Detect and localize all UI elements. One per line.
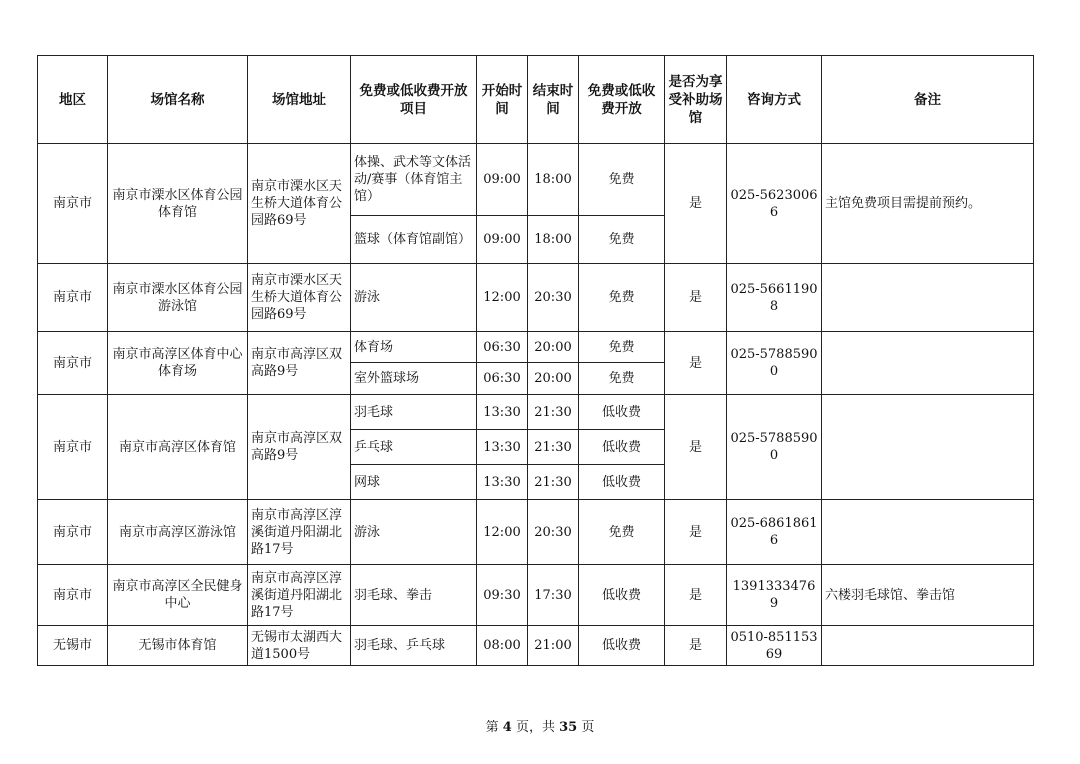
- cell-address: 南京市高淳区双高路9号: [248, 395, 351, 500]
- header-row: [38, 56, 1034, 144]
- page-footer: [0, 716, 1080, 735]
- cell-subsidy: 是: [665, 565, 727, 626]
- cell-item: 体育场: [351, 332, 477, 363]
- cell-start: 13:30: [477, 430, 528, 465]
- venue-table: [37, 55, 1034, 666]
- cell-address: 南京市高淳区淳溪街道丹阳湖北路17号: [248, 500, 351, 565]
- cell-region: 南京市: [38, 565, 108, 626]
- cell-note: [822, 395, 1034, 500]
- footer-suffix: 页: [581, 720, 595, 735]
- cell-contact: 025-68618616: [727, 500, 822, 565]
- table-row: [38, 395, 1034, 430]
- cell-region: 无锡市: [38, 626, 108, 666]
- cell-mode: 低收费: [579, 626, 665, 666]
- cell-mode: 低收费: [579, 465, 665, 500]
- header-region: 地区: [38, 56, 108, 144]
- cell-mode: 免费: [579, 144, 665, 216]
- cell-end: 18:00: [528, 216, 579, 264]
- cell-region: 南京市: [38, 500, 108, 565]
- cell-region: 南京市: [38, 264, 108, 332]
- cell-contact: 13913334769: [727, 565, 822, 626]
- cell-note: [822, 332, 1034, 395]
- cell-item: 羽毛球、乒乓球: [351, 626, 477, 666]
- cell-region: 南京市: [38, 144, 108, 264]
- cell-subsidy: 是: [665, 332, 727, 395]
- cell-mode: 免费: [579, 332, 665, 363]
- cell-item: 体操、武术等文体活动/赛事（体育馆主馆）: [351, 144, 477, 216]
- cell-end: 17:30: [528, 565, 579, 626]
- cell-address: 南京市溧水区天生桥大道体育公园路69号: [248, 144, 351, 264]
- cell-venue-name: 南京市高淳区游泳馆: [108, 500, 248, 565]
- table-row: [38, 626, 1034, 666]
- cell-item: 羽毛球: [351, 395, 477, 430]
- cell-subsidy: 是: [665, 500, 727, 565]
- table-row: [38, 500, 1034, 565]
- cell-start: 09:00: [477, 144, 528, 216]
- header-start: 开始时间: [477, 56, 528, 144]
- cell-subsidy: 是: [665, 144, 727, 264]
- cell-item: 室外篮球场: [351, 363, 477, 395]
- cell-note: [822, 500, 1034, 565]
- cell-venue-name: 无锡市体育馆: [108, 626, 248, 666]
- cell-start: 12:00: [477, 500, 528, 565]
- cell-contact: 0510-85115369: [727, 626, 822, 666]
- cell-item: 篮球（体育馆副馆）: [351, 216, 477, 264]
- cell-end: 21:30: [528, 465, 579, 500]
- cell-address: 南京市高淳区双高路9号: [248, 332, 351, 395]
- table-row: [38, 144, 1034, 216]
- cell-address: 南京市溧水区天生桥大道体育公园路69号: [248, 264, 351, 332]
- header-item: 免费或低收费开放项目: [351, 56, 477, 144]
- table-row: [38, 565, 1034, 626]
- cell-mode: 免费: [579, 500, 665, 565]
- cell-contact: 025-57885900: [727, 395, 822, 500]
- table-row: [38, 332, 1034, 363]
- cell-subsidy: 是: [665, 264, 727, 332]
- cell-end: 21:00: [528, 626, 579, 666]
- cell-item: 乒乓球: [351, 430, 477, 465]
- cell-end: 20:30: [528, 264, 579, 332]
- cell-address: 南京市高淳区淳溪街道丹阳湖北路17号: [248, 565, 351, 626]
- cell-mode: 免费: [579, 216, 665, 264]
- cell-end: 20:00: [528, 363, 579, 395]
- cell-start: 06:30: [477, 332, 528, 363]
- header-contact: 咨询方式: [727, 56, 822, 144]
- footer-page-number: 4: [502, 720, 512, 735]
- cell-start: 13:30: [477, 465, 528, 500]
- cell-start: 09:30: [477, 565, 528, 626]
- cell-contact: 025-57885900: [727, 332, 822, 395]
- cell-note: 六楼羽毛球馆、拳击馆: [822, 565, 1034, 626]
- cell-venue-name: 南京市高淳区体育馆: [108, 395, 248, 500]
- header-subsidy: 是否为享受补助场馆: [665, 56, 727, 144]
- cell-end: 20:00: [528, 332, 579, 363]
- cell-item: 网球: [351, 465, 477, 500]
- footer-total-pages: 35: [559, 720, 578, 735]
- cell-end: 20:30: [528, 500, 579, 565]
- cell-address: 无锡市太湖西大道1500号: [248, 626, 351, 666]
- cell-region: 南京市: [38, 332, 108, 395]
- header-name: 场馆名称: [108, 56, 248, 144]
- cell-mode: 低收费: [579, 395, 665, 430]
- cell-subsidy: 是: [665, 626, 727, 666]
- cell-venue-name: 南京市溧水区体育公园体育馆: [108, 144, 248, 264]
- header-mode: 免费或低收费开放: [579, 56, 665, 144]
- header-end: 结束时间: [528, 56, 579, 144]
- cell-mode: 免费: [579, 363, 665, 395]
- cell-start: 13:30: [477, 395, 528, 430]
- cell-start: 09:00: [477, 216, 528, 264]
- cell-end: 21:30: [528, 395, 579, 430]
- cell-start: 06:30: [477, 363, 528, 395]
- cell-venue-name: 南京市溧水区体育公园游泳馆: [108, 264, 248, 332]
- footer-middle: 页，共: [515, 720, 555, 735]
- cell-end: 18:00: [528, 144, 579, 216]
- header-note: 备注: [822, 56, 1034, 144]
- cell-note: 主馆免费项目需提前预约。: [822, 144, 1034, 264]
- cell-note: [822, 626, 1034, 666]
- cell-item: 游泳: [351, 500, 477, 565]
- cell-mode: 免费: [579, 264, 665, 332]
- cell-mode: 低收费: [579, 565, 665, 626]
- cell-note: [822, 264, 1034, 332]
- cell-venue-name: 南京市高淳区全民健身中心: [108, 565, 248, 626]
- header-address: 场馆地址: [248, 56, 351, 144]
- cell-item: 游泳: [351, 264, 477, 332]
- cell-end: 21:30: [528, 430, 579, 465]
- cell-contact: 025-56230066: [727, 144, 822, 264]
- cell-contact: 025-56611908: [727, 264, 822, 332]
- cell-start: 08:00: [477, 626, 528, 666]
- cell-mode: 低收费: [579, 430, 665, 465]
- cell-subsidy: 是: [665, 395, 727, 500]
- cell-region: 南京市: [38, 395, 108, 500]
- cell-venue-name: 南京市高淳区体育中心体育场: [108, 332, 248, 395]
- cell-item: 羽毛球、拳击: [351, 565, 477, 626]
- cell-start: 12:00: [477, 264, 528, 332]
- table-row: [38, 264, 1034, 332]
- footer-prefix: 第: [485, 720, 499, 735]
